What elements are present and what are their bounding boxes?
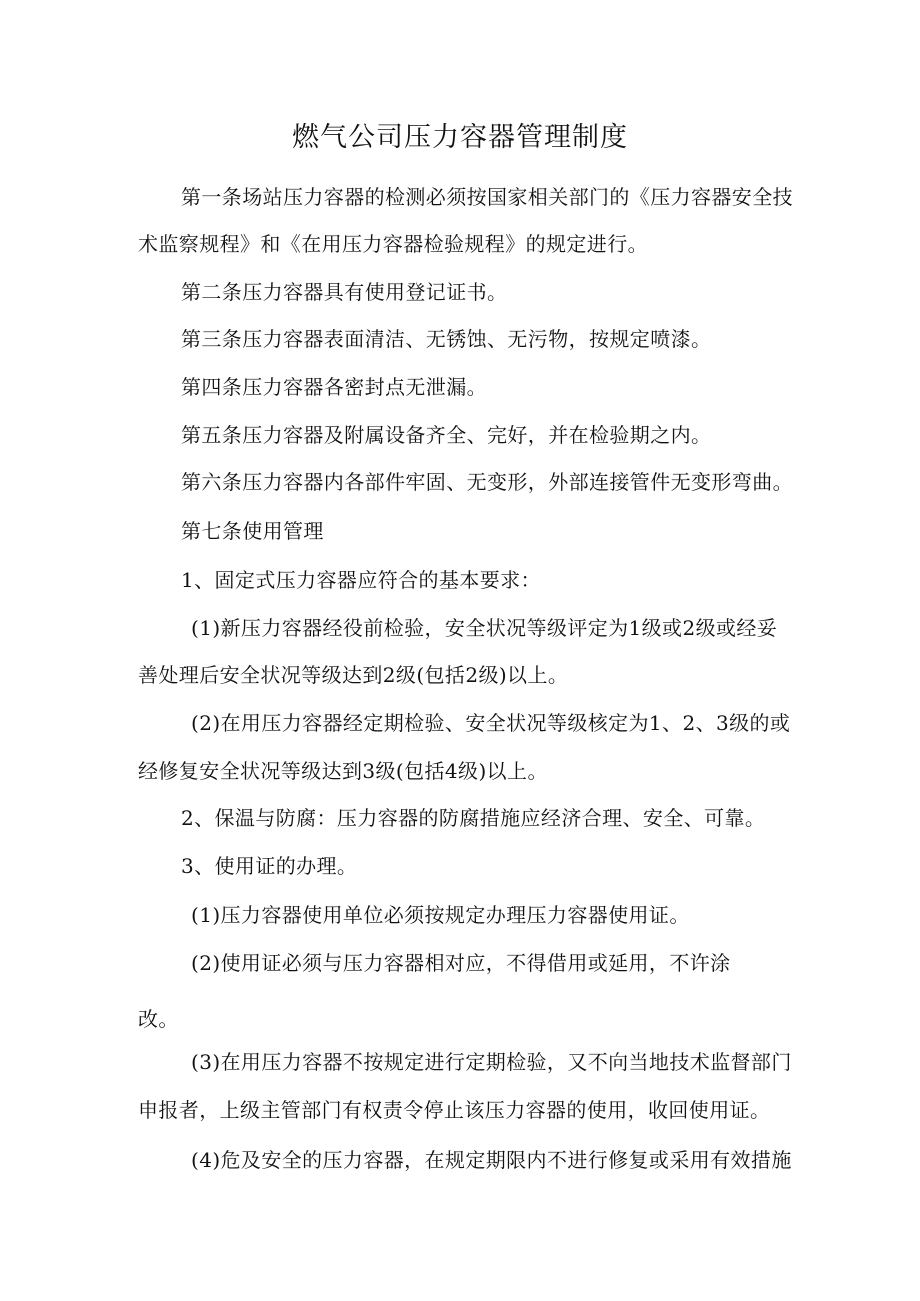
document-title: 燃气公司压力容器管理制度 (292, 122, 628, 153)
article-4: 第四条压力容器各密封点无泄漏。 (181, 375, 487, 399)
item-3-3-line-2: 申报者，上级主管部门有权责令停止该压力容器的使用，收回使用证。 (138, 1098, 771, 1122)
item-3-4-line-1: (4)危及安全的压力容器，在规定期限内不进行修复或采用有效措施 (191, 1148, 792, 1172)
item-3-2-line-1: (2)使用证必须与压力容器相对应，不得借用或延用，不许涂 (191, 951, 731, 975)
article-2: 第二条压力容器具有使用登记证书。 (181, 280, 508, 304)
article-6: 第六条压力容器内各部件牢固、无变形，外部连接管件无变形弯曲。 (181, 470, 793, 494)
item-1-2-line-1: (2)在用压力容器经定期检验、安全状况等级核定为1、2、3级的或 (191, 711, 791, 735)
section-2: 2、保温与防腐：压力容器的防腐措施应经济合理、安全、可靠。 (181, 806, 766, 830)
article-3: 第三条压力容器表面清洁、无锈蚀、无污物，按规定喷漆。 (181, 327, 712, 351)
item-3-2-line-2: 改。 (138, 1007, 179, 1031)
item-1-1-line-2: 善处理后安全状况等级达到2级(包括2级)以上。 (138, 663, 569, 687)
item-1-2-line-2: 经修复安全状况等级达到3级(包括4级)以上。 (138, 759, 548, 783)
article-1-line-1: 第一条场站压力容器的检测必须按国家相关部门的《压力容器安全技 (181, 185, 793, 209)
section-3-heading: 3、使用证的办理。 (181, 854, 358, 878)
article-5: 第五条压力容器及附属设备齐全、完好，并在检验期之内。 (181, 423, 712, 447)
item-3-1: (1)压力容器使用单位必须按规定办理压力容器使用证。 (191, 903, 690, 927)
article-7-heading: 第七条使用管理 (181, 519, 324, 543)
item-1-1-line-1: (1)新压力容器经役前检验，安全状况等级评定为1级或2级或经妥 (191, 616, 778, 640)
section-1-heading: 1、固定式压力容器应符合的基本要求： (181, 568, 541, 592)
article-1-line-2: 术监察规程》和《在用压力容器检验规程》的规定进行。 (138, 232, 648, 256)
item-3-3-line-1: (3)在用压力容器不按规定进行定期检验，又不向当地技术监督部门 (191, 1050, 792, 1074)
